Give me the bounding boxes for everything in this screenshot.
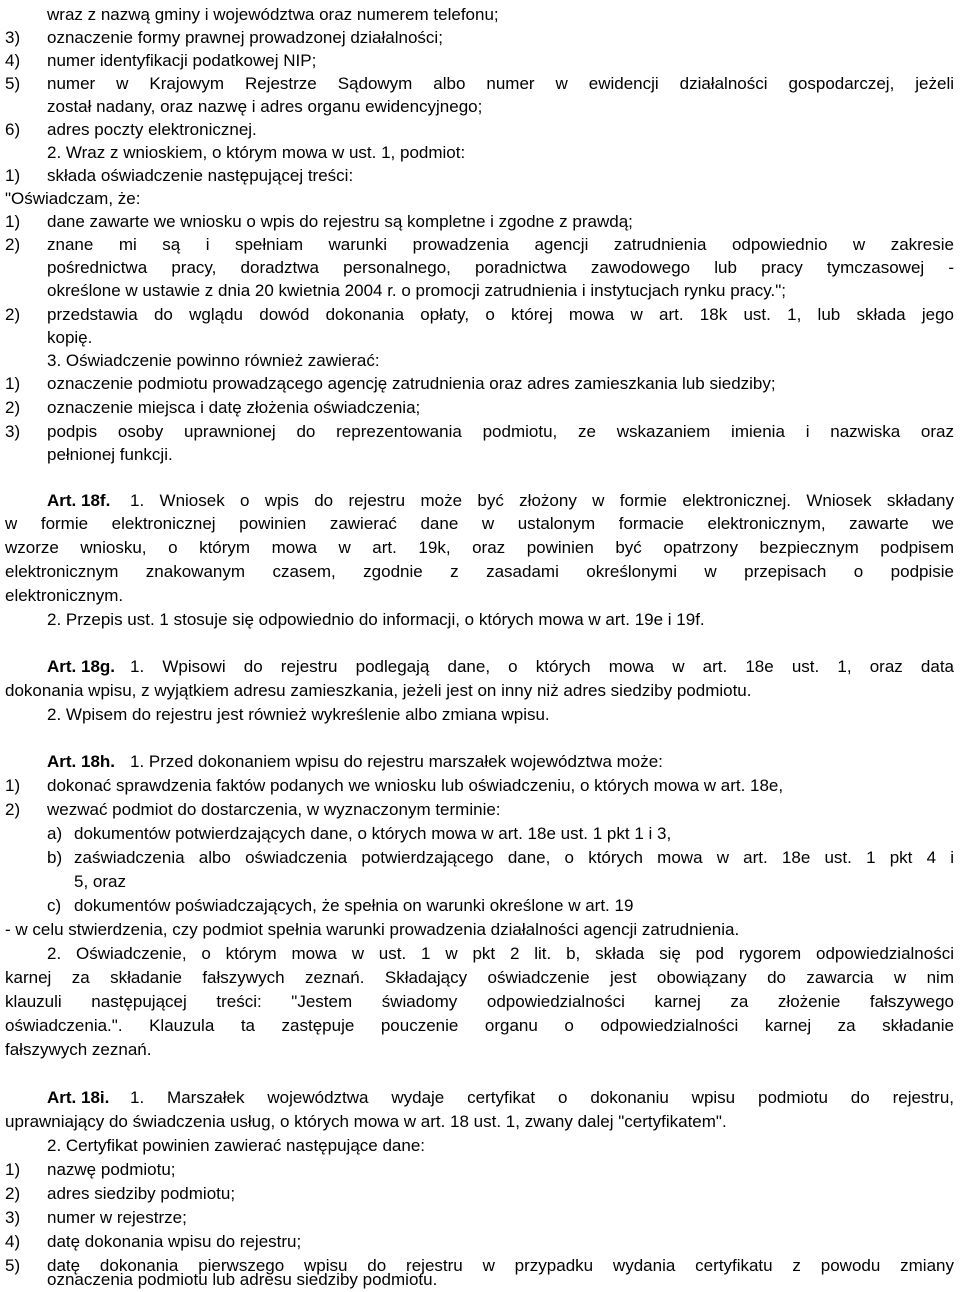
- list-number: 4): [5, 1232, 21, 1251]
- list-number: 2): [5, 800, 21, 819]
- article-label: Art. 18h.: [47, 752, 116, 771]
- list-item: oznaczenie podmiotu prowadzącego agencję zatrudnienia oraz adres zamieszkania lub siedziby;: [47, 374, 776, 393]
- sublist-item-continuation: 5, oraz: [74, 872, 126, 891]
- text-line: fałszywych zeznań.: [5, 1040, 152, 1059]
- paragraph-start: 2. Wpisem do rejestru jest również wykreślenie albo zmiana wpisu.: [47, 705, 550, 724]
- list-number: 1): [5, 374, 21, 393]
- text-line: wraz z nazwą gminy i województwa oraz numerem telefonu;: [47, 5, 499, 24]
- sublist-item: dokumentów potwierdzających dane, o których mowa w art. 18e ust. 1 pkt 1 i 3,: [74, 824, 672, 843]
- list-item: datę dokonania wpisu do rejestru;: [47, 1232, 302, 1251]
- sublist-letter: b): [47, 848, 63, 867]
- article-text: w formie elektronicznej powinien zawierać dane w ustalonym formacie elektronicznym, zawarte we: [5, 514, 954, 533]
- paragraph-start: 2. Wraz z wnioskiem, o którym mowa w ust. 1, podmiot:: [47, 143, 466, 162]
- paragraph-start: 2. Oświadczenie, o którym mowa w ust. 1 w pkt 2 lit. b, składa się pod rygorem odpowiedzialności: [47, 944, 954, 963]
- list-item: znane mi są i spełniam warunki prowadzenia agencji zatrudnienia odpowiednio w zakresie: [47, 235, 954, 254]
- list-item: datę dokonania pierwszego wpisu do rejestru w przypadku wydania certyfikatu z powodu zmiany: [47, 1256, 954, 1275]
- sublist-item: dokumentów poświadczających, że spełnia on warunki określone w art. 19: [74, 896, 634, 915]
- article-text: dokonania wpisu, z wyjątkiem adresu zamieszkania, jeżeli jest on inny niż adres siedziby podmiotu.: [5, 681, 752, 700]
- article-label: Art. 18g.: [47, 657, 116, 676]
- list-number: 2): [5, 398, 21, 417]
- list-item-continuation: pełnionej funkcji.: [47, 445, 173, 464]
- list-number: 2): [5, 305, 21, 324]
- list-item: wezwać podmiot do dostarczenia, w wyznaczonym terminie:: [47, 800, 501, 819]
- list-item-continuation: został nadany, oraz nazwę i adres organu ewidencyjnego;: [47, 97, 483, 116]
- list-item: oznaczenie miejsca i datę złożenia oświadczenia;: [47, 398, 421, 417]
- text-line: karnej za składanie fałszywych zeznań. Składający oświadczenie jest obowiązany do zawarcia w nim: [5, 968, 954, 987]
- article-text: 1. Wpisowi do rejestru podlegają dane, o których mowa w art. 18e ust. 1, oraz data: [130, 657, 954, 676]
- list-number: 3): [5, 28, 21, 47]
- article-text: elektronicznym.: [5, 586, 124, 605]
- article-text: 1. Marszałek województwa wydaje certyfikat o dokonaniu wpisu podmiotu do rejestru,: [130, 1088, 954, 1107]
- article-text: 1. Wniosek o wpis do rejestru może być złożony w formie elektronicznej. Wniosek składany: [130, 491, 954, 510]
- paragraph-start: 2. Certyfikat powinien zawierać następujące dane:: [47, 1136, 425, 1155]
- list-number: 5): [5, 74, 21, 93]
- list-item: numer identyfikacji podatkowej NIP;: [47, 51, 317, 70]
- article-text: 1. Przed dokonaniem wpisu do rejestru marszałek województwa może:: [130, 752, 663, 771]
- list-item: przedstawia do wglądu dowód dokonania opłaty, o której mowa w art. 18k ust. 1, lub składa jego: [47, 305, 954, 324]
- text-line: - w celu stwierdzenia, czy podmiot spełnia warunki prowadzenia działalności agencji zatrudnienia.: [5, 920, 740, 939]
- list-item: nazwę podmiotu;: [47, 1160, 176, 1179]
- sublist-letter: c): [47, 896, 62, 915]
- list-item-continuation: określone w ustawie z dnia 20 kwietnia 2004 r. o promocji zatrudnienia i instytucjach rynku pracy.";: [47, 281, 786, 300]
- article-text: elektronicznym znakowanym czasem, zgodnie z zasadami określonymi w przepisach o podpisie: [5, 562, 954, 581]
- article-text: wzorze wniosku, o którym mowa w art. 19k, oraz powinien być opatrzony bezpiecznym podpisem: [5, 538, 954, 557]
- list-item: numer w Krajowym Rejestrze Sądowym albo numer w ewidencji działalności gospodarczej, jeżeli: [47, 74, 954, 93]
- list-item: adres siedziby podmiotu;: [47, 1184, 236, 1203]
- text-line: oświadczenia.". Klauzula ta zastępuje pouczenie organu o odpowiedzialności karnej za składanie: [5, 1016, 954, 1035]
- text-line: klauzuli następującej treści: "Jestem świadomy odpowiedzialności karnej za złożenie fałszywego: [5, 992, 954, 1011]
- paragraph-start: 3. Oświadczenie powinno również zawierać:: [47, 351, 380, 370]
- list-item: oznaczenie formy prawnej prowadzonej działalności;: [47, 28, 443, 47]
- list-number: 1): [5, 776, 21, 795]
- list-number: 2): [5, 235, 21, 254]
- list-item: dokonać sprawdzenia faktów podanych we wniosku lub oświadczeniu, o których mowa w art. 18e,: [47, 776, 784, 795]
- paragraph-start: 2. Przepis ust. 1 stosuje się odpowiednio do informacji, o których mowa w art. 19e i 19f.: [47, 610, 705, 629]
- list-number: 1): [5, 1160, 21, 1179]
- list-item: składa oświadczenie następującej treści:: [47, 166, 354, 185]
- list-number: 6): [5, 120, 21, 139]
- list-item-continuation: pośrednictwa pracy, doradztwa personalnego, poradnictwa zawodowego lub pracy tymczasowej -: [47, 258, 954, 277]
- sublist-letter: a): [47, 824, 63, 843]
- list-item: podpis osoby uprawnionej do reprezentowania podmiotu, ze wskazaniem imienia i nazwiska oraz: [47, 422, 954, 441]
- list-number: 4): [5, 51, 21, 70]
- list-number: 1): [5, 166, 21, 185]
- list-number: 2): [5, 1184, 21, 1203]
- list-number: 1): [5, 212, 21, 231]
- list-item: dane zawarte we wniosku o wpis do rejestru są kompletne i zgodne z prawdą;: [47, 212, 633, 231]
- list-number: 5): [5, 1256, 21, 1275]
- article-label: Art. 18f.: [47, 491, 111, 510]
- list-number: 3): [5, 1208, 21, 1227]
- quote-start: "Oświadczam, że:: [5, 189, 141, 208]
- list-item: adres poczty elektronicznej.: [47, 120, 257, 139]
- article-text: uprawniający do świadczenia usług, o których mowa w art. 18 ust. 1, zwany dalej "certyfikatem".: [5, 1112, 727, 1131]
- article-label: Art. 18i.: [47, 1088, 110, 1107]
- list-item: numer w rejestrze;: [47, 1208, 187, 1227]
- list-number: 3): [5, 422, 21, 441]
- list-item-continuation: kopię.: [47, 328, 93, 347]
- sublist-item: zaświadczenia albo oświadczenia potwierdzającego dane, o których mowa w art. 18e ust. 1 pkt 4 i: [74, 848, 954, 867]
- list-item-continuation: oznaczenia podmiotu lub adresu siedziby podmiotu.: [47, 1270, 438, 1289]
